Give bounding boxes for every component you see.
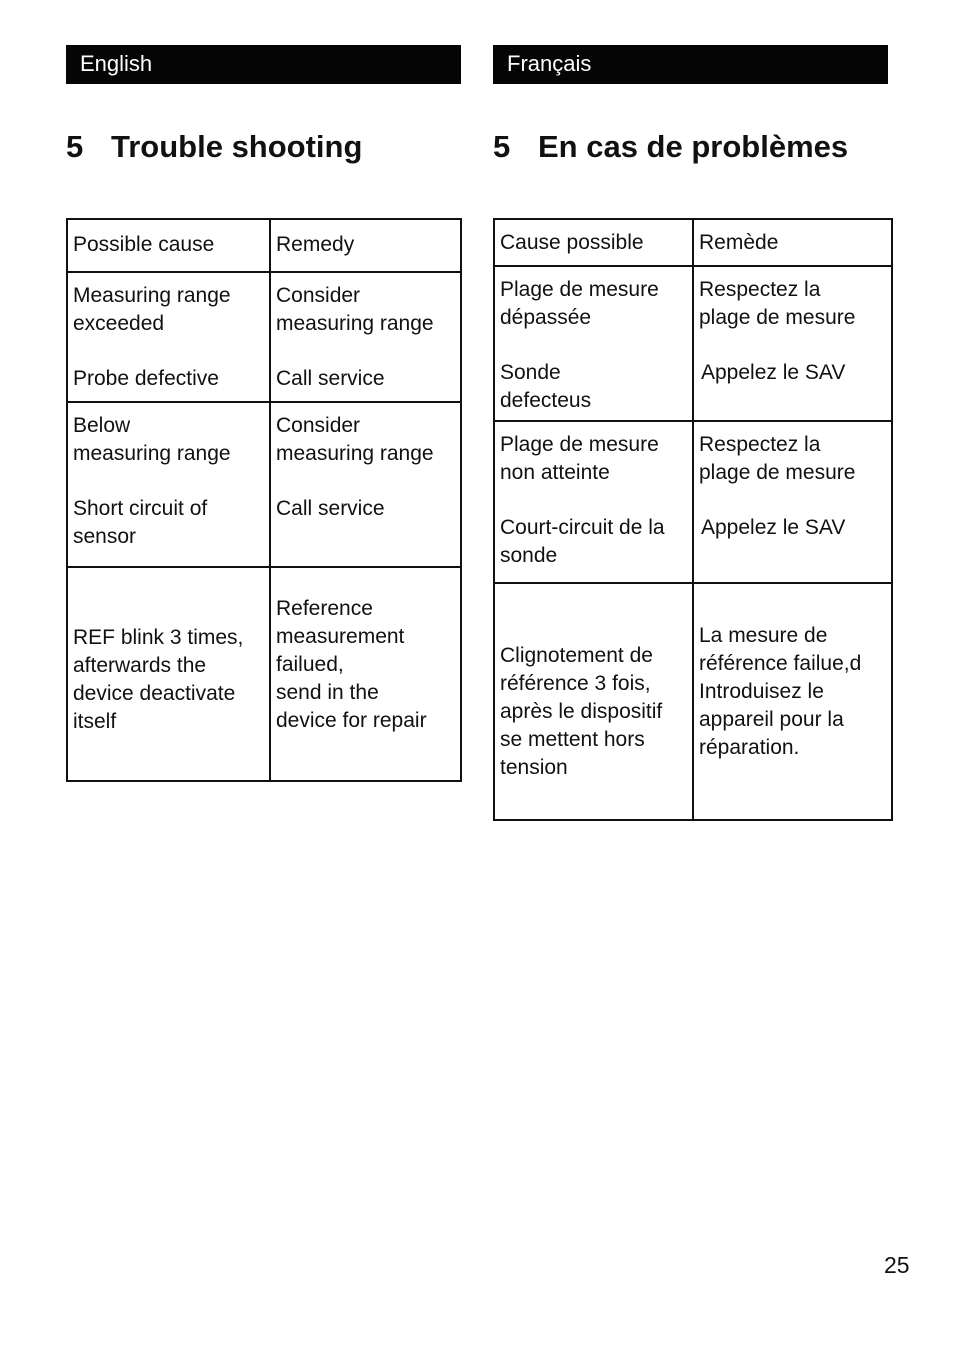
page-number: 25	[884, 1252, 910, 1278]
cause-cell: Plage de mesure non atteinte Court-circuit de la sonde	[494, 421, 693, 583]
table-header-row	[494, 219, 892, 266]
table-header-row	[67, 219, 461, 272]
table-row	[67, 272, 461, 402]
section-title: Trouble shooting	[111, 129, 363, 164]
cause-cell: Clignotement de référence 3 fois, après le dispositif se mettent hors tension	[494, 583, 693, 820]
header-cause: Cause possible	[494, 219, 693, 266]
table-row	[494, 266, 892, 421]
remedy-cell: Reference measurement failued, send in the device for repair	[270, 567, 461, 781]
language-bar-french: Français	[493, 45, 888, 84]
header-remedy: Remedy	[270, 219, 461, 272]
remedy-cell: Consider measuring range Call service	[270, 272, 461, 402]
english-column	[66, 45, 461, 733]
troubleshooting-table-english	[66, 218, 462, 782]
section-heading-english	[66, 127, 461, 167]
header-cause: Possible cause	[67, 219, 270, 272]
table-row	[67, 402, 461, 567]
french-column	[493, 45, 888, 779]
cause-cell: Below measuring range Short circuit of sensor	[67, 402, 270, 567]
section-heading-french	[493, 127, 888, 167]
cause-cell: Plage de mesure dépassée Sonde defecteus	[494, 266, 693, 421]
remedy-cell: Respectez la plage de mesure Appelez le SAV	[693, 266, 892, 421]
section-number: 5	[493, 129, 511, 164]
troubleshooting-table-french	[493, 218, 893, 821]
table-row	[494, 421, 892, 583]
remedy-cell: Consider measuring range Call service	[270, 402, 461, 567]
table-row	[494, 583, 892, 820]
section-title: En cas de problèmes	[538, 129, 849, 164]
table-row	[67, 567, 461, 781]
remedy-cell: Respectez la plage de mesure Appelez le SAV	[693, 421, 892, 583]
cause-cell: Measuring range exceeded Probe defective	[67, 272, 270, 402]
cause-cell: REF blink 3 times, afterwards the device deactivate itself	[67, 567, 270, 781]
language-bar-english: English	[66, 45, 461, 84]
section-number: 5	[66, 129, 84, 164]
remedy-cell: La mesure de référence failue,d Introduisez le appareil pour la réparation.	[693, 583, 892, 820]
header-remedy: Remède	[693, 219, 892, 266]
